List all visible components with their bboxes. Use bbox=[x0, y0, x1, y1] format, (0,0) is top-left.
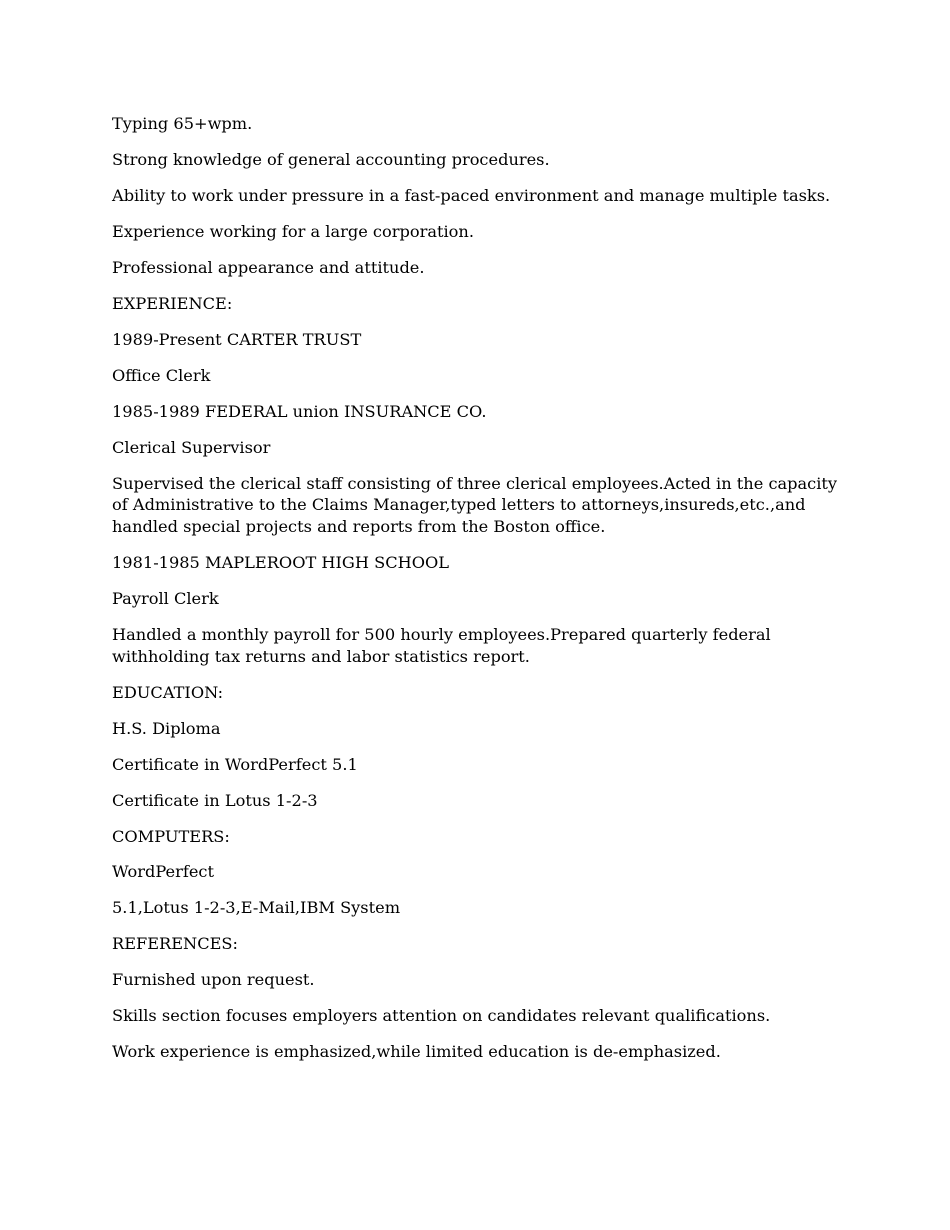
education-cert-wordperfect: Certificate in WordPerfect 5.1 bbox=[112, 754, 358, 774]
note-experience: Work experience is emphasized,while limited education is de-emphasized. bbox=[112, 1042, 721, 1062]
references-heading: REFERENCES: bbox=[112, 934, 238, 954]
job-1-header: 1989-Present CARTER TRUST bbox=[112, 329, 362, 349]
job-3-description: Handled a monthly payroll for 500 hourly employees.Prepared quarterly federal withholding tax returns and labor statistics report. bbox=[112, 624, 771, 666]
education-diploma: H.S. Diploma bbox=[112, 718, 221, 738]
skill-corporation: Experience working for a large corporation. bbox=[112, 221, 474, 241]
job-2-header: 1985-1989 FEDERAL union INSURANCE CO. bbox=[112, 401, 487, 421]
skill-accounting: Strong knowledge of general accounting procedures. bbox=[112, 149, 550, 169]
computers-item-2: 5.1,Lotus 1-2-3,E-Mail,IBM System bbox=[112, 898, 401, 918]
job-2-description: Supervised the clerical staff consisting of three clerical employees.Acted in the capacity of Administrative to the Claims Manager,typed letters to attorneys,insureds,etc.,and handled special projects and reports from the Boston office. bbox=[112, 473, 838, 537]
computers-heading: COMPUTERS: bbox=[112, 826, 230, 846]
job-3-title: Payroll Clerk bbox=[112, 589, 219, 608]
skill-pressure: Ability to work under pressure in a fast-paced environment and manage multiple tasks. bbox=[112, 185, 831, 205]
skill-appearance: Professional appearance and attitude. bbox=[112, 257, 425, 277]
education-cert-lotus: Certificate in Lotus 1-2-3 bbox=[112, 790, 318, 810]
job-2-title: Clerical Supervisor bbox=[112, 437, 271, 457]
note-skills: Skills section focuses employers attention on candidates relevant qualifications. bbox=[112, 1006, 771, 1026]
document-page bbox=[112, 113, 838, 1077]
education-heading: EDUCATION: bbox=[112, 682, 224, 702]
references-text: Furnished upon request. bbox=[112, 970, 315, 990]
skill-typing: Typing 65+wpm. bbox=[112, 114, 253, 133]
job-1-title: Office Clerk bbox=[112, 365, 211, 385]
job-3-header: 1981-1985 MAPLEROOT HIGH SCHOOL bbox=[112, 553, 449, 573]
experience-heading: EXPERIENCE: bbox=[112, 293, 233, 313]
computers-item-1: WordPerfect bbox=[112, 862, 215, 882]
